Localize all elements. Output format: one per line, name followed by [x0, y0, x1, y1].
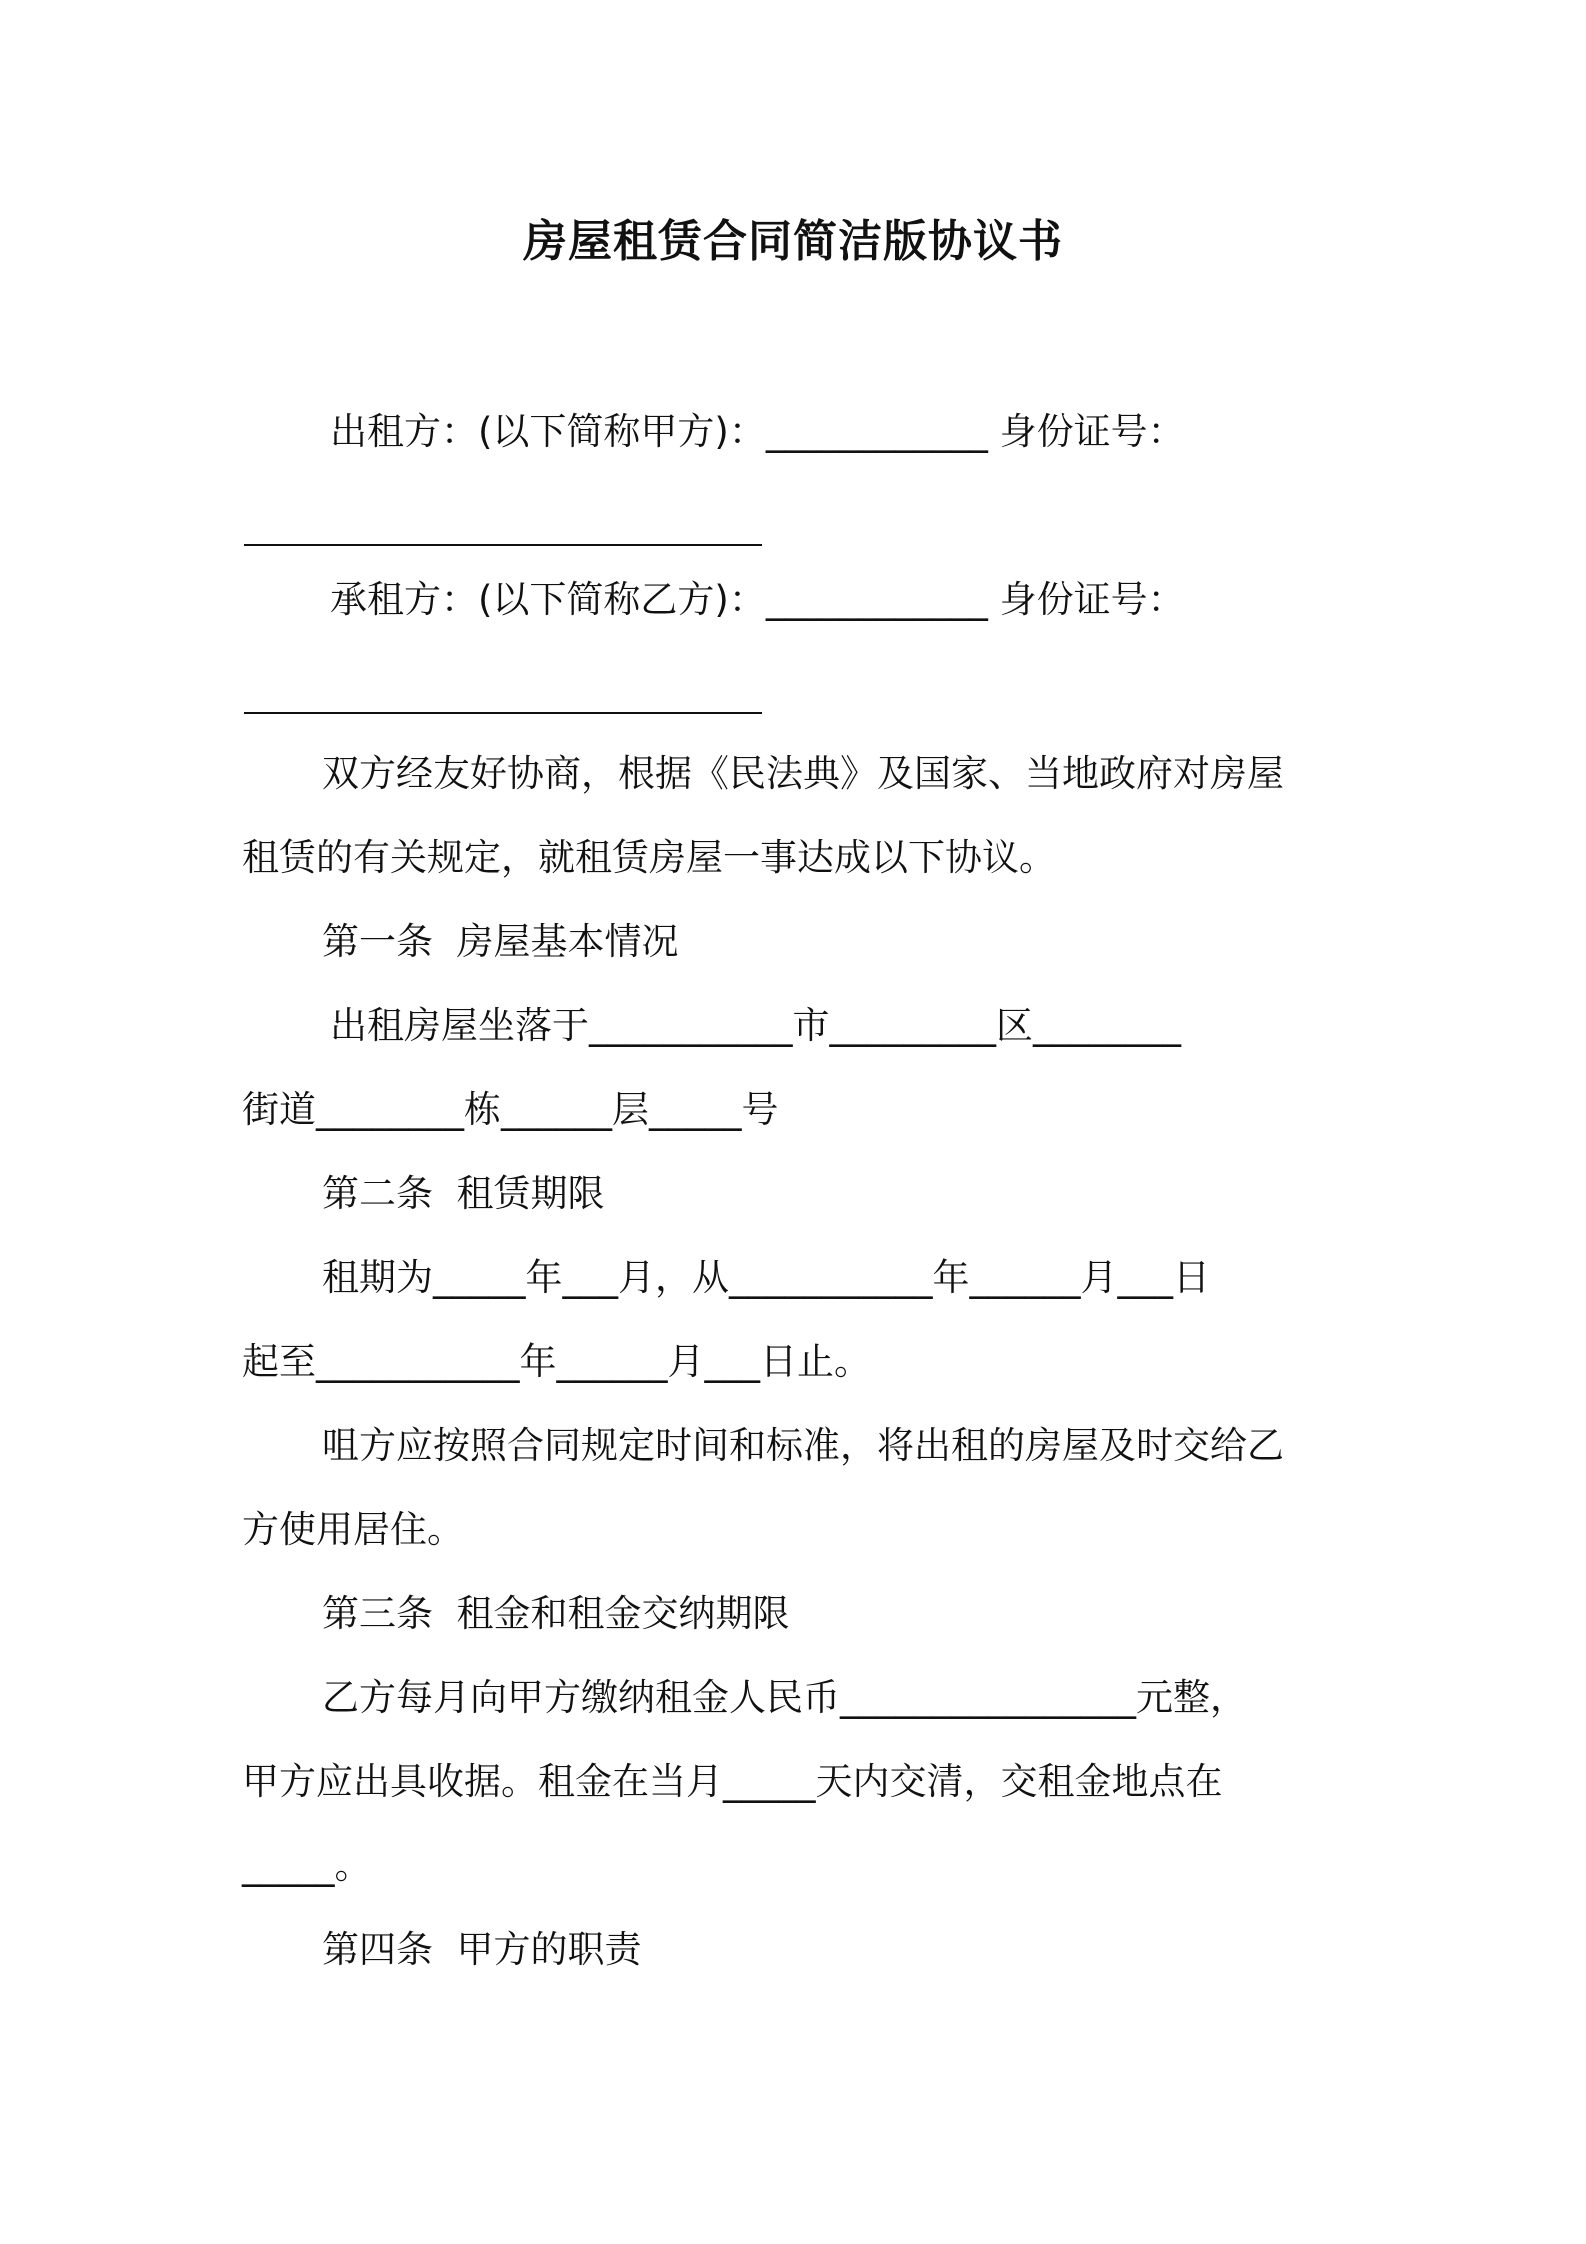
document-title: 房屋租赁合同简洁版协议书 — [523, 216, 1063, 267]
rent-paragraph-line-2: 甲方应出具收据。租金在当月_____天内交清，交租金地点在 — [242, 1760, 1223, 1803]
rent-paragraph-line-1: 乙方每月向甲方缴纳租金人民币________________元整， — [322, 1676, 1247, 1719]
lessee-id-blank — [244, 712, 762, 714]
article-1-heading: 第一条 房屋基本情况 — [322, 920, 679, 963]
lessor-line: 出租方：(以下简称甲方)：____________ 身份证号： — [330, 410, 1185, 453]
rent-paragraph-line-3: _____。 — [242, 1844, 372, 1887]
lease-term-line-2: 起至___________年______月___日止。 — [242, 1340, 871, 1383]
article-2-heading: 第二条 租赁期限 — [322, 1172, 605, 1215]
article-3-heading: 第三条 租金和租金交纳期限 — [322, 1592, 790, 1635]
delivery-paragraph-line-2: 方使用居住。 — [242, 1508, 464, 1551]
article-4-heading: 第四条 甲方的职责 — [322, 1928, 642, 1971]
intro-paragraph-line-1: 双方经友好协商，根据《民法典》及国家、当地政府对房屋 — [322, 752, 1284, 795]
intro-paragraph-line-2: 租赁的有关规定，就租赁房屋一事达成以下协议。 — [242, 836, 1056, 879]
delivery-paragraph-line-1: 咀方应按照合同规定时间和标准，将出租的房屋及时交给乙 — [322, 1424, 1284, 1467]
property-location-line-1: 出租房屋坐落于___________市_________区________ — [330, 1004, 1181, 1047]
property-location-line-2: 街道________栋______层_____号 — [242, 1088, 779, 1131]
lessor-id-blank — [244, 544, 762, 546]
lessee-line: 承租方：(以下简称乙方)：____________ 身份证号： — [330, 578, 1185, 621]
lease-term-line-1: 租期为_____年___月，从___________年______月___日 — [322, 1256, 1210, 1299]
